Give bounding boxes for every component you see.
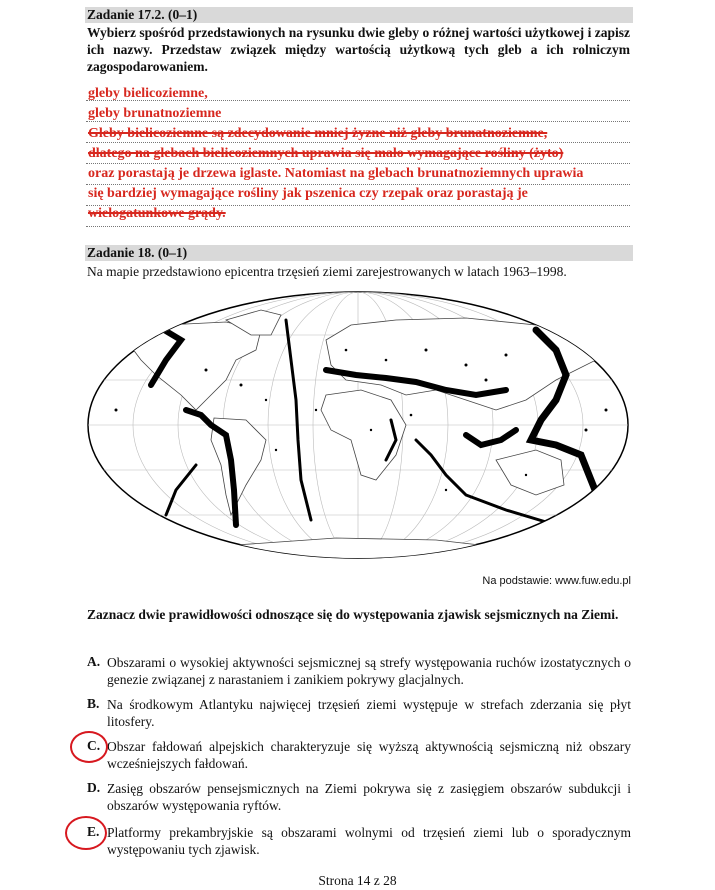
option-letter: E. — [87, 824, 100, 839]
option-e[interactable] — [87, 824, 631, 858]
task-17-2-instruction: Wybierz spośród przedstawionych na rysunku dwie gleby o różnej wartości użytkowej i zapisz ich nazwy. Przedstaw związek między wartością użytkową tych gleb a ich rolniczym zagospodarowaniem. — [87, 25, 630, 74]
task-18-question: Zaznacz dwie prawidłowości odnoszące się do występowania zjawisk sejsmicznych na Ziemi. — [87, 607, 619, 622]
option-letter: C. — [87, 738, 101, 753]
option-letter: B. — [87, 696, 100, 711]
task-17-2-header: Zadanie 17.2. (0–1) — [85, 7, 633, 23]
option-letter: D. — [87, 780, 101, 795]
page-number: Strona 14 z 28 — [318, 873, 397, 888]
answer-line: gleby brunatnoziemne — [88, 106, 222, 121]
map-source: Na podstawie: www.fuw.edu.pl — [482, 575, 631, 587]
option-c[interactable] — [87, 738, 631, 772]
option-letter: A. — [87, 654, 101, 669]
option-text: Obszarami o wysokiej aktywności sejsmicznej są strefy występowania ruchów izostatycznych o genezie związanej z narastaniem i zanikiem pokrywy glacjalnych. — [107, 655, 631, 687]
option-d[interactable] — [87, 780, 631, 814]
answer-line: dlatego na glebach bielicoziemnych uprawia się mało wymagające rośliny (żyto) — [88, 146, 564, 161]
answer-line: gleby bielicoziemne, — [88, 86, 208, 101]
selection-circle-e — [65, 816, 107, 850]
option-text: Obszar fałdowań alpejskich charakteryzuje się wyższą aktywnością sejsmiczną niż obszary wcześniejszych fałdowań. — [107, 739, 631, 771]
earthquake-map — [86, 290, 631, 560]
option-a[interactable] — [87, 654, 631, 688]
answer-line: wielogatunkowe grądy. — [88, 206, 226, 221]
option-b[interactable] — [87, 696, 631, 730]
selection-circle-c — [70, 731, 108, 763]
option-text: Platformy prekambryjskie są obszarami wolnymi od trzęsień ziemi lub o sporadycznym występowaniu tych zjawisk. — [107, 825, 631, 857]
option-text: Zasięg obszarów pensejsmicznych na Ziemi pokrywa się z zasięgiem obszarów subdukcji i obszarów występowania ryftów. — [107, 781, 631, 813]
student-answer — [88, 84, 648, 224]
answer-line: Gleby bielicoziemne są zdecydowanie mniej żyzne niż gleby brunatnoziemne, — [88, 126, 548, 141]
option-text: Na środkowym Atlantyku najwięcej trzęsień ziemi występuje w strefach zderzania się płyt litosfery. — [107, 697, 631, 729]
answer-line: się bardziej wymagające rośliny jak pszenica czy rzepak oraz porastają je — [88, 186, 528, 201]
answer-line: oraz porastają je drzewa iglaste. Natomiast na glebach brunatnoziemnych uprawia — [88, 166, 584, 181]
task-18-header: Zadanie 18. (0–1) — [85, 245, 633, 261]
task-18-intro: Na mapie przedstawiono epicentra trzęsień ziemi zarejestrowanych w latach 1963–1998. — [87, 264, 567, 279]
